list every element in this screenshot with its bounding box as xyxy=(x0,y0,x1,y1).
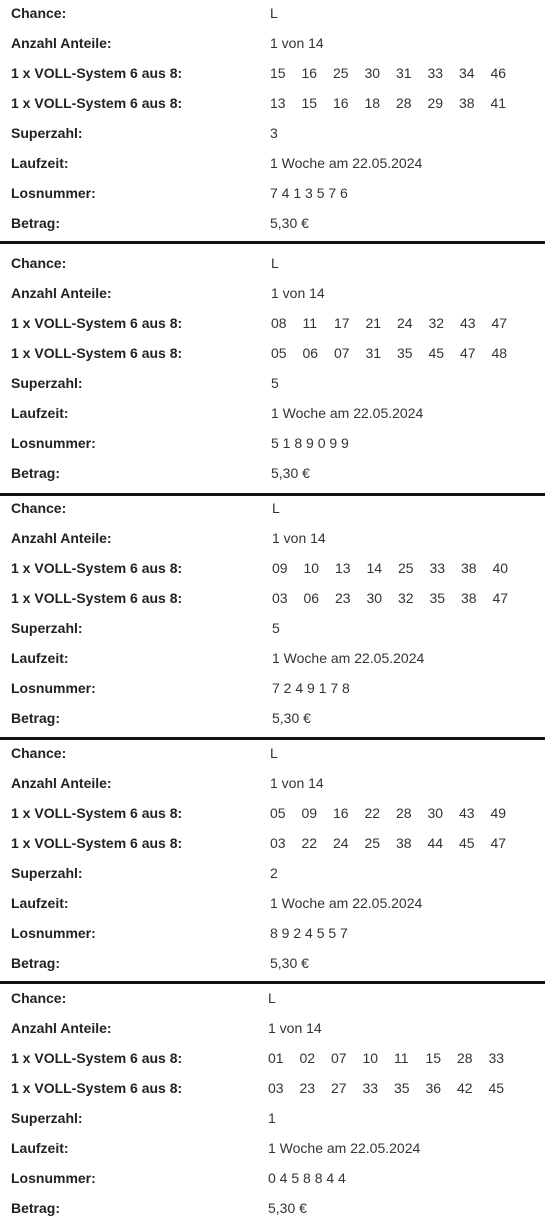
row-losnummer-value: 7 4 1 3 5 7 6 xyxy=(270,185,348,201)
lotto-number: 33 xyxy=(488,1050,505,1066)
lotto-number: 10 xyxy=(362,1050,379,1066)
row-anteile xyxy=(0,30,545,60)
row-losnummer-label: Losnummer: xyxy=(11,185,96,201)
lotto-number: 42 xyxy=(457,1080,473,1096)
row-betrag xyxy=(0,1195,545,1225)
lotto-number: 30 xyxy=(366,590,383,606)
row-anteile-value: 1 von 14 xyxy=(272,530,326,546)
lotto-number: 24 xyxy=(333,835,349,851)
row-system-2 xyxy=(0,830,545,860)
row-system-1-label: 1 x VOLL-System 6 aus 8: xyxy=(11,560,183,576)
row-system-2-label: 1 x VOLL-System 6 aus 8: xyxy=(11,95,183,111)
row-chance-value: L xyxy=(270,5,278,21)
lotto-number: 33 xyxy=(362,1080,379,1096)
row-chance xyxy=(0,985,545,1015)
row-laufzeit-label: Laufzeit: xyxy=(11,405,69,421)
row-system-2 xyxy=(0,340,545,370)
row-system-1 xyxy=(0,60,545,90)
lotto-number: 07 xyxy=(334,345,350,361)
row-betrag-value: 5,30 € xyxy=(271,465,310,481)
lotto-number: 41 xyxy=(490,95,507,111)
row-chance-label: Chance: xyxy=(11,990,67,1006)
lotto-number: 14 xyxy=(366,560,383,576)
row-losnummer xyxy=(0,180,545,210)
lotto-number: 46 xyxy=(490,65,507,81)
row-betrag-label: Betrag: xyxy=(11,1200,61,1216)
row-system-1 xyxy=(0,1045,545,1075)
lotto-number: 06 xyxy=(303,590,320,606)
lotto-number: 28 xyxy=(457,1050,473,1066)
ticket-divider xyxy=(0,241,545,244)
lotto-number: 23 xyxy=(335,590,351,606)
row-system-2-value xyxy=(270,835,522,851)
lotto-number: 35 xyxy=(397,345,413,361)
row-anteile xyxy=(0,1015,545,1045)
row-chance-value: L xyxy=(272,500,280,516)
lotto-number: 29 xyxy=(427,95,444,111)
lotto-number: 15 xyxy=(270,65,286,81)
row-system-2 xyxy=(0,585,545,615)
row-chance xyxy=(0,495,545,525)
lotto-number: 22 xyxy=(364,805,381,821)
lotto-number: 38 xyxy=(461,560,477,576)
row-superzahl-value: 3 xyxy=(270,125,278,141)
row-losnummer xyxy=(0,920,545,950)
row-betrag-value: 5,30 € xyxy=(270,955,309,971)
row-betrag-value: 5,30 € xyxy=(270,215,309,231)
lotto-number: 11 xyxy=(302,315,318,331)
lotto-number: 33 xyxy=(427,65,444,81)
lotto-number: 25 xyxy=(364,835,381,851)
row-chance-label: Chance: xyxy=(11,255,67,271)
lotto-number: 10 xyxy=(303,560,320,576)
row-losnummer-value: 5 1 8 9 0 9 9 xyxy=(271,435,349,451)
lotto-number: 06 xyxy=(302,345,319,361)
row-superzahl-value: 5 xyxy=(271,375,279,391)
row-chance-value: L xyxy=(271,255,279,271)
row-anteile-value: 1 von 14 xyxy=(270,35,324,51)
lotto-number: 17 xyxy=(334,315,350,331)
lotto-number: 22 xyxy=(301,835,318,851)
row-laufzeit-value: 1 Woche am 22.05.2024 xyxy=(272,650,425,666)
lotto-number: 49 xyxy=(490,805,507,821)
row-superzahl-value: 1 xyxy=(268,1110,276,1126)
ticket-divider xyxy=(0,981,545,984)
lotto-number: 33 xyxy=(429,560,446,576)
row-betrag-value: 5,30 € xyxy=(268,1200,307,1216)
row-system-1-label: 1 x VOLL-System 6 aus 8: xyxy=(11,315,183,331)
row-betrag-label: Betrag: xyxy=(11,215,61,231)
row-superzahl-label: Superzahl: xyxy=(11,1110,83,1126)
row-system-2-value xyxy=(271,345,523,361)
row-laufzeit xyxy=(0,890,545,920)
lotto-number: 45 xyxy=(428,345,445,361)
lotto-number: 30 xyxy=(364,65,381,81)
row-superzahl xyxy=(0,370,545,400)
row-superzahl-label: Superzahl: xyxy=(11,620,83,636)
lotto-number: 30 xyxy=(427,805,444,821)
lotto-number: 47 xyxy=(460,345,476,361)
row-betrag xyxy=(0,460,545,490)
lotto-number: 13 xyxy=(270,95,286,111)
row-anteile-label: Anzahl Anteile: xyxy=(11,775,112,791)
row-superzahl-value: 5 xyxy=(272,620,280,636)
lotto-number: 09 xyxy=(301,805,318,821)
row-losnummer-label: Losnummer: xyxy=(11,435,96,451)
row-anteile-value: 1 von 14 xyxy=(268,1020,322,1036)
lotto-number: 24 xyxy=(397,315,413,331)
lotto-number: 18 xyxy=(364,95,381,111)
row-laufzeit-label: Laufzeit: xyxy=(11,1140,69,1156)
row-chance-label: Chance: xyxy=(11,745,67,761)
row-laufzeit-label: Laufzeit: xyxy=(11,895,69,911)
row-system-2 xyxy=(0,1075,545,1105)
row-betrag-label: Betrag: xyxy=(11,710,61,726)
row-system-1-label: 1 x VOLL-System 6 aus 8: xyxy=(11,805,183,821)
lotto-number: 07 xyxy=(331,1050,347,1066)
lotto-number: 35 xyxy=(394,1080,410,1096)
row-superzahl-value: 2 xyxy=(270,865,278,881)
row-chance xyxy=(0,740,545,770)
row-anteile xyxy=(0,770,545,800)
row-losnummer-value: 7 2 4 9 1 7 8 xyxy=(272,680,350,696)
lotto-number: 35 xyxy=(429,590,446,606)
row-superzahl xyxy=(0,860,545,890)
row-chance-value: L xyxy=(268,990,276,1006)
row-losnummer-value: 0 4 5 8 8 4 4 xyxy=(268,1170,346,1186)
row-system-2-label: 1 x VOLL-System 6 aus 8: xyxy=(11,1080,183,1096)
lotto-number: 15 xyxy=(301,95,318,111)
row-system-1 xyxy=(0,800,545,830)
row-superzahl-label: Superzahl: xyxy=(11,375,83,391)
row-system-2-label: 1 x VOLL-System 6 aus 8: xyxy=(11,835,183,851)
row-laufzeit xyxy=(0,150,545,180)
row-superzahl xyxy=(0,1105,545,1135)
row-laufzeit-value: 1 Woche am 22.05.2024 xyxy=(270,895,423,911)
lotto-number: 13 xyxy=(335,560,351,576)
row-losnummer xyxy=(0,675,545,705)
row-chance-value: L xyxy=(270,745,278,761)
row-system-1-value xyxy=(272,560,524,576)
row-losnummer xyxy=(0,430,545,460)
row-betrag xyxy=(0,210,545,240)
lotto-number: 28 xyxy=(396,805,412,821)
lotto-number: 43 xyxy=(459,805,475,821)
row-laufzeit xyxy=(0,645,545,675)
lotto-number: 16 xyxy=(333,95,349,111)
row-losnummer xyxy=(0,1165,545,1195)
row-laufzeit-value: 1 Woche am 22.05.2024 xyxy=(270,155,423,171)
lotto-number: 11 xyxy=(394,1050,409,1066)
row-laufzeit-value: 1 Woche am 22.05.2024 xyxy=(268,1140,421,1156)
row-losnummer-value: 8 9 2 4 5 5 7 xyxy=(270,925,348,941)
lotto-number: 45 xyxy=(488,1080,505,1096)
lotto-number: 38 xyxy=(396,835,412,851)
row-system-2-value xyxy=(272,590,524,606)
ticket-divider xyxy=(0,737,545,740)
lotto-number: 45 xyxy=(459,835,475,851)
lotto-number: 05 xyxy=(270,805,286,821)
lotto-number: 27 xyxy=(331,1080,347,1096)
lotto-number: 31 xyxy=(365,345,382,361)
lotto-number: 25 xyxy=(398,560,414,576)
lotto-number: 23 xyxy=(299,1080,316,1096)
row-laufzeit-value: 1 Woche am 22.05.2024 xyxy=(271,405,424,421)
row-superzahl xyxy=(0,120,545,150)
row-losnummer-label: Losnummer: xyxy=(11,680,96,696)
row-laufzeit-label: Laufzeit: xyxy=(11,155,69,171)
row-system-1-value xyxy=(270,65,522,81)
lotto-number: 47 xyxy=(492,590,509,606)
lotto-number: 36 xyxy=(425,1080,442,1096)
row-anteile xyxy=(0,525,545,555)
row-system-2-label: 1 x VOLL-System 6 aus 8: xyxy=(11,345,183,361)
row-losnummer-label: Losnummer: xyxy=(11,925,96,941)
lotto-number: 16 xyxy=(301,65,318,81)
lotto-number: 28 xyxy=(396,95,412,111)
lotto-number: 48 xyxy=(491,345,508,361)
row-betrag-label: Betrag: xyxy=(11,465,61,481)
row-anteile-value: 1 von 14 xyxy=(271,285,325,301)
row-chance-label: Chance: xyxy=(11,500,67,516)
ticket-divider xyxy=(0,493,545,496)
row-laufzeit xyxy=(0,400,545,430)
lotto-number: 38 xyxy=(459,95,475,111)
row-anteile-value: 1 von 14 xyxy=(270,775,324,791)
row-betrag xyxy=(0,950,545,980)
row-anteile-label: Anzahl Anteile: xyxy=(11,530,112,546)
lotto-number: 05 xyxy=(271,345,287,361)
row-system-2-value xyxy=(268,1080,520,1096)
row-superzahl-label: Superzahl: xyxy=(11,865,83,881)
lotto-number: 32 xyxy=(398,590,414,606)
lotto-number: 34 xyxy=(459,65,475,81)
lotto-number: 02 xyxy=(299,1050,316,1066)
row-system-2-value xyxy=(270,95,522,111)
row-system-1-value xyxy=(270,805,522,821)
row-system-1-label: 1 x VOLL-System 6 aus 8: xyxy=(11,65,183,81)
lotto-number: 47 xyxy=(491,315,508,331)
row-anteile-label: Anzahl Anteile: xyxy=(11,35,112,51)
row-system-2 xyxy=(0,90,545,120)
row-anteile xyxy=(0,280,545,310)
row-anteile-label: Anzahl Anteile: xyxy=(11,1020,112,1036)
lotto-number: 21 xyxy=(365,315,382,331)
row-system-1 xyxy=(0,555,545,585)
lotto-number: 16 xyxy=(333,805,349,821)
lotto-number: 43 xyxy=(460,315,476,331)
lotto-number: 38 xyxy=(461,590,477,606)
lotto-number: 03 xyxy=(270,835,286,851)
lotto-number: 31 xyxy=(396,65,412,81)
row-system-1-value xyxy=(271,315,523,331)
row-betrag-label: Betrag: xyxy=(11,955,61,971)
row-chance-label: Chance: xyxy=(11,5,67,21)
lotto-number: 01 xyxy=(268,1050,284,1066)
row-anteile-label: Anzahl Anteile: xyxy=(11,285,112,301)
row-superzahl xyxy=(0,615,545,645)
row-betrag-value: 5,30 € xyxy=(272,710,311,726)
row-system-1-label: 1 x VOLL-System 6 aus 8: xyxy=(11,1050,183,1066)
row-system-1 xyxy=(0,310,545,340)
row-superzahl-label: Superzahl: xyxy=(11,125,83,141)
row-laufzeit-label: Laufzeit: xyxy=(11,650,69,666)
lotto-number: 32 xyxy=(428,315,445,331)
lotto-number: 03 xyxy=(268,1080,284,1096)
row-system-1-value xyxy=(268,1050,520,1066)
row-chance xyxy=(0,250,545,280)
row-system-2-label: 1 x VOLL-System 6 aus 8: xyxy=(11,590,183,606)
lotto-number: 08 xyxy=(271,315,287,331)
lotto-number: 44 xyxy=(427,835,444,851)
lotto-number: 09 xyxy=(272,560,288,576)
lotto-number: 40 xyxy=(492,560,509,576)
row-chance xyxy=(0,0,545,30)
row-losnummer-label: Losnummer: xyxy=(11,1170,96,1186)
lotto-number: 47 xyxy=(490,835,507,851)
lotto-number: 25 xyxy=(333,65,349,81)
row-laufzeit xyxy=(0,1135,545,1165)
lotto-number: 03 xyxy=(272,590,288,606)
row-betrag xyxy=(0,705,545,735)
lotto-number: 15 xyxy=(425,1050,442,1066)
